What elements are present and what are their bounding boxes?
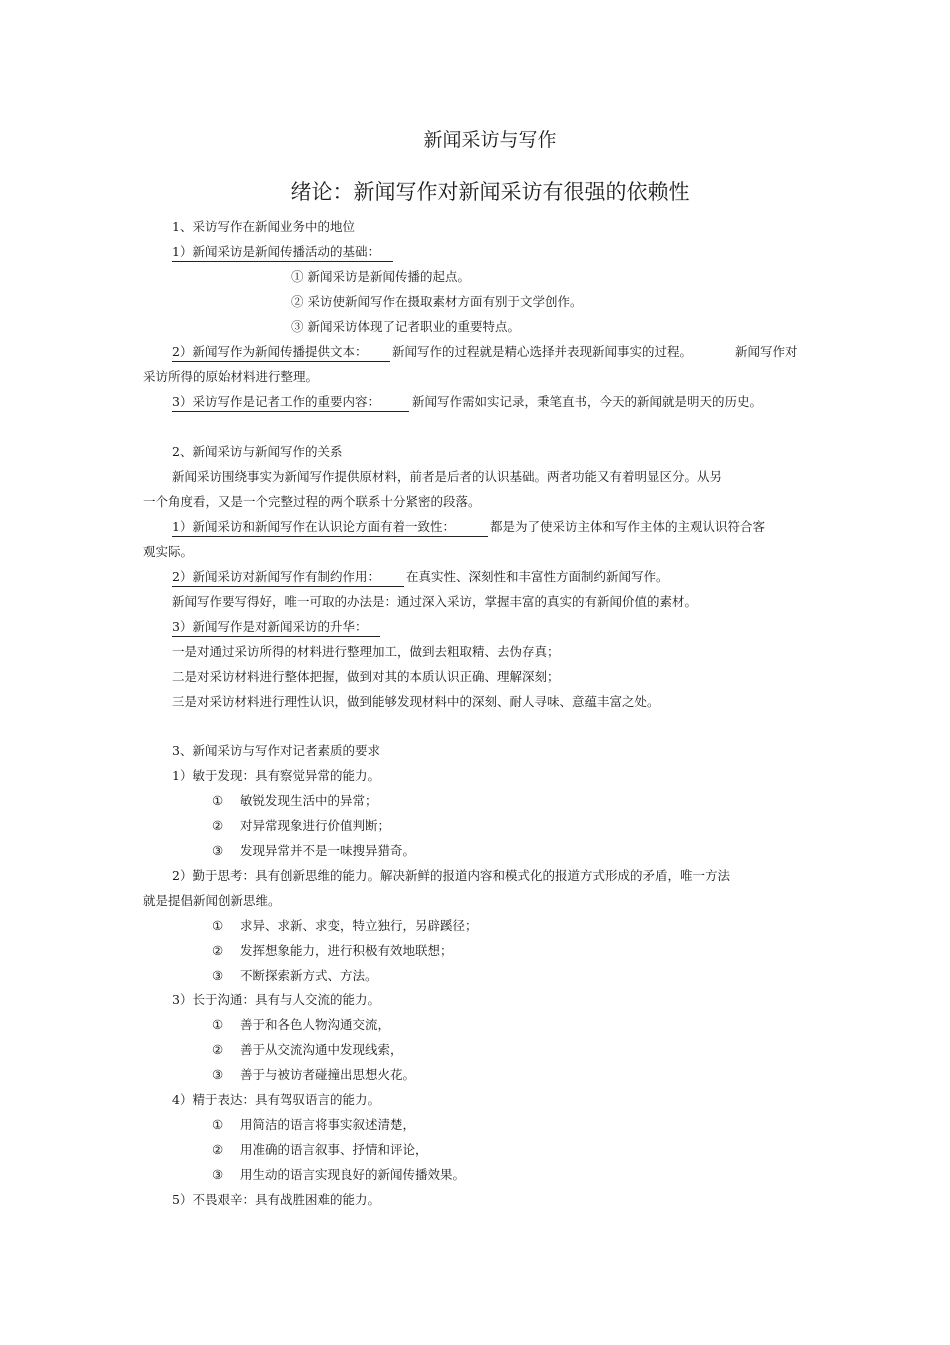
s3-quality-3-item: 善于和各色人物沟通交流， [240,1017,391,1032]
section-3-heading: 3、新闻采访与写作对记者素质的要求 [172,743,380,758]
s3-quality-2-item: 不断探索新方式、方法。 [240,968,378,983]
item-marker: ① [212,793,224,808]
s2-point-3-head: 3）新闻写作是对新闻采访的升华： [172,619,380,637]
s3-quality-2: 就是提倡新闻创新思维。 [143,893,281,908]
s3-quality-3: 3）长于沟通：具有与人交流的能力。 [172,992,380,1007]
item-marker: ① [212,918,224,933]
document-title: 新闻采访与写作 [423,129,557,151]
s3-quality-1-item: 对异常现象进行价值判断； [240,818,391,833]
s2-point-2-body: 在真实性、深刻性和丰富性方面制约新闻写作。 [406,569,669,584]
item-marker: ① [212,1017,224,1032]
item-marker: ① [212,1117,224,1132]
s1-point-1-item: ① 新闻采访是新闻传播的起点。 [291,269,470,284]
s3-quality-4-item: 用生动的语言实现良好的新闻传播效果。 [240,1167,466,1182]
item-marker: ③ [212,843,224,858]
s1-point-1-item: ② 采访使新闻写作在摄取素材方面有别于文学创作。 [291,294,583,309]
item-marker: ② [212,1042,224,1057]
section-1-heading: 1、采访写作在新闻业务中的地位 [172,219,355,234]
s1-point-2-head: 2）新闻写作为新闻传播提供文本： [172,344,390,362]
item-marker: ② [212,818,224,833]
s2-point-3-item: 一是对通过采访所得的材料进行整理加工，做到去粗取精、去伪存真； [172,644,560,659]
s2-point-1-head: 1）新闻采访和新闻写作在认识论方面有着一致性： [172,519,488,537]
s2-intro: 一个角度看，又是一个完整过程的两个联系十分紧密的段落。 [143,494,481,509]
s3-quality-2-item: 求异、求新、求变，特立独行，另辟蹊径； [240,918,478,933]
document-subtitle: 绪论：新闻写作对新闻采访有很强的依赖性 [290,180,690,204]
s2-point-3-item: 三是对采访材料进行理性认识，做到能够发现材料中的深刻、耐人寻味、意蕴丰富之处。 [172,694,660,709]
section-2-heading: 2、新闻采访与新闻写作的关系 [172,444,343,459]
s1-point-2-body: 新闻写作的过程就是精心选择并表现新闻事实的过程。 [392,344,693,359]
item-marker: ③ [212,1067,224,1082]
s1-point-1-item: ③ 新闻采访体现了记者职业的重要特点。 [291,319,520,334]
s1-point-3-body: 新闻写作需如实记录，秉笔直书，今天的新闻就是明天的历史。 [412,394,763,409]
s2-intro: 新闻采访围绕事实为新闻写作提供原材料，前者是后者的认识基础。两者功能又有着明显区分。从另 [172,469,723,484]
s1-point-3-head: 3）采访写作是记者工作的重要内容： [172,394,409,412]
item-marker: ② [212,943,224,958]
s3-quality-4-item: 用准确的语言叙事、抒情和评论， [240,1142,428,1157]
s3-quality-1: 1）敏于发现：具有察觉异常的能力。 [172,768,380,783]
s2-point-3-item: 二是对采访材料进行整体把握，做到对其的本质认识正确、理解深刻； [172,669,560,684]
s3-quality-3-item: 善于从交流沟通中发现线索， [240,1042,403,1057]
item-marker: ③ [212,968,224,983]
s1-point-1-head: 1）新闻采访是新闻传播活动的基础： [172,244,393,262]
s3-quality-1-item: 敏锐发现生活中的异常； [240,793,378,808]
s3-quality-4: 4）精于表达：具有驾驭语言的能力。 [172,1092,380,1107]
item-marker: ③ [212,1167,224,1182]
s3-quality-2: 2）勤于思考：具有创新思维的能力。解决新鲜的报道内容和模式化的报道方式形成的矛盾，唯一方法 [172,868,730,883]
s3-quality-1-item: 发现异常并不是一味搜异猎奇。 [240,843,416,858]
s3-quality-4-item: 用简洁的语言将事实叙述清楚， [240,1117,416,1132]
s2-point-2-extra: 新闻写作要写得好，唯一可取的办法是：通过深入采访，掌握丰富的真实的有新闻价值的素材。 [172,594,698,609]
s3-quality-3-item: 善于与被访者碰撞出思想火花。 [240,1067,416,1082]
s2-point-2-head: 2）新闻采访对新闻写作有制约作用： [172,569,404,587]
s2-point-1-body: 都是为了使采访主体和写作主体的主观认识符合客 [490,519,766,534]
item-marker: ② [212,1142,224,1157]
s3-quality-5: 5）不畏艰辛：具有战胜困难的能力。 [172,1192,380,1207]
s1-point-2-body: 采访所得的原始材料进行整理。 [143,369,319,384]
s3-quality-2-item: 发挥想象能力，进行积极有效地联想； [240,943,453,958]
s2-point-1-body: 观实际。 [143,544,194,559]
s1-point-2-body: 新闻写作对 [735,344,798,359]
